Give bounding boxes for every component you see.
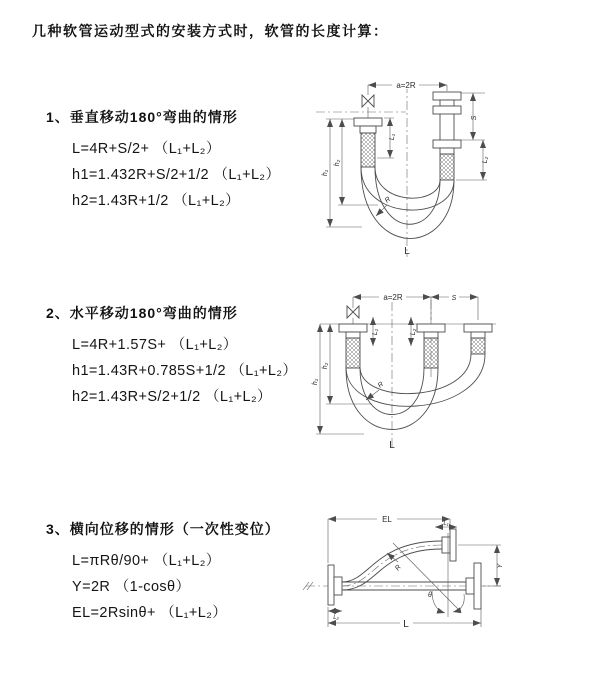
section-3-formulas [72,548,280,626]
dim-h1-label: h₁ [322,169,329,177]
middle-braided-hose [424,338,438,368]
dim-L2 [328,611,342,621]
dim-L2-label: L₂ [410,328,417,336]
dim-S-label: S [451,295,457,302]
dim-L-label: L [404,246,410,257]
formula-h2: h2=1.43R+S/2+1/2 （L₁+L₂） [72,389,272,405]
section-2-title: 水平移动180°弯曲的情形 [69,305,238,321]
right-braided-hose [471,338,485,354]
construction-lines [393,533,458,617]
section-3-number: 3、 [46,521,70,537]
dim-L [328,607,481,630]
diagram-vertical-180 [310,70,590,260]
section-1-title: 垂直移动180°弯曲的情形 [69,109,238,125]
right-pipe [440,114,454,140]
s-curve-hose [342,541,442,590]
dim-a2R-label: a=2R [396,81,416,90]
dim-S [431,292,478,302]
formula-L: L=4R+1.57S+ （L₁+L₂） [72,337,238,353]
dim-EL-label: EL [382,515,392,524]
dim-L2 [410,317,417,346]
valve-icon [362,95,374,118]
section-3-heading [46,519,280,539]
right-braided-hose [440,154,454,180]
dim-L1 [435,521,457,527]
formula-h1: h1=1.432R+S/2+1/2 （L₁+L₂） [72,167,281,183]
section-horizontal-180 [46,303,297,410]
middle-flange-fitting [417,324,445,338]
dim-EL [328,513,450,563]
dim-L2-label: L₂ [333,615,339,621]
right-lower-flange-fitting [433,140,461,154]
section-2-heading [46,303,297,323]
dim-L1 [372,317,379,346]
valve-icon [347,306,359,324]
dim-R-label: R [376,380,386,390]
right-lower-flange [466,563,481,609]
dim-L2-label: L₂ [482,156,489,164]
dim-R [387,553,403,572]
formula-L: L=πRθ/90+ （L₁+L₂） [72,553,221,569]
dim-theta-label: θ [428,592,432,599]
formula-Y: Y=2R （1-cosθ） [72,579,191,595]
dim-a2R-label: a=2R [383,293,403,302]
formula-EL: EL=2Rsinθ+ （L₁+L₂） [72,605,228,621]
diagram-lateral-displacement [298,505,598,645]
dim-theta [428,591,464,613]
right-upper-flange-fitting [433,92,461,114]
section-3-title: 横向位移的情形（一次性变位） [69,521,280,537]
diagram-horizontal-180 [306,282,598,454]
section-vertical-180 [46,107,280,214]
section-1-number: 1、 [46,109,70,125]
formula-L: L=4R+S/2+ （L₁+L₂） [72,141,221,157]
page-title: 几种软管运动型式的安装方式时，软管的长度计算： [32,23,389,39]
dim-L1-label: L₁ [389,133,396,141]
left-flange [328,565,342,605]
section-2-formulas [72,332,297,410]
dim-L1-label: L₁ [443,521,449,527]
dim-L-label: L [403,619,409,630]
left-flange-fitting [339,324,367,338]
formula-h2: h2=1.43R+1/2 （L₁+L₂） [72,193,241,209]
dim-h2-label: h₂ [334,159,341,167]
dim-h1-label: h₁ [312,378,319,386]
dim-L1-label: L₁ [372,328,379,336]
dim-L-label: L [389,440,395,451]
dim-h2-label: h₂ [322,362,329,370]
dim-a2R [353,292,478,320]
left-braided-hose [346,338,360,368]
section-1-heading [46,107,280,127]
upper-flange [442,529,456,561]
section-1-formulas [72,136,280,214]
dim-Y-label: Y [497,563,504,569]
section-2-number: 2、 [46,305,70,321]
left-flange-fitting [354,118,382,133]
dim-R-label: R [394,563,403,573]
dim-R-label: R [383,195,393,205]
dim-S [461,93,485,140]
right-flange-fitting [464,324,492,338]
section-lateral-displacement [46,519,280,626]
left-braided-hose [361,133,375,167]
formula-h1: h1=1.43R+0.785S+1/2 （L₁+L₂） [72,363,298,379]
dim-S-label: S [471,115,478,121]
hose-u-curves [346,354,485,430]
